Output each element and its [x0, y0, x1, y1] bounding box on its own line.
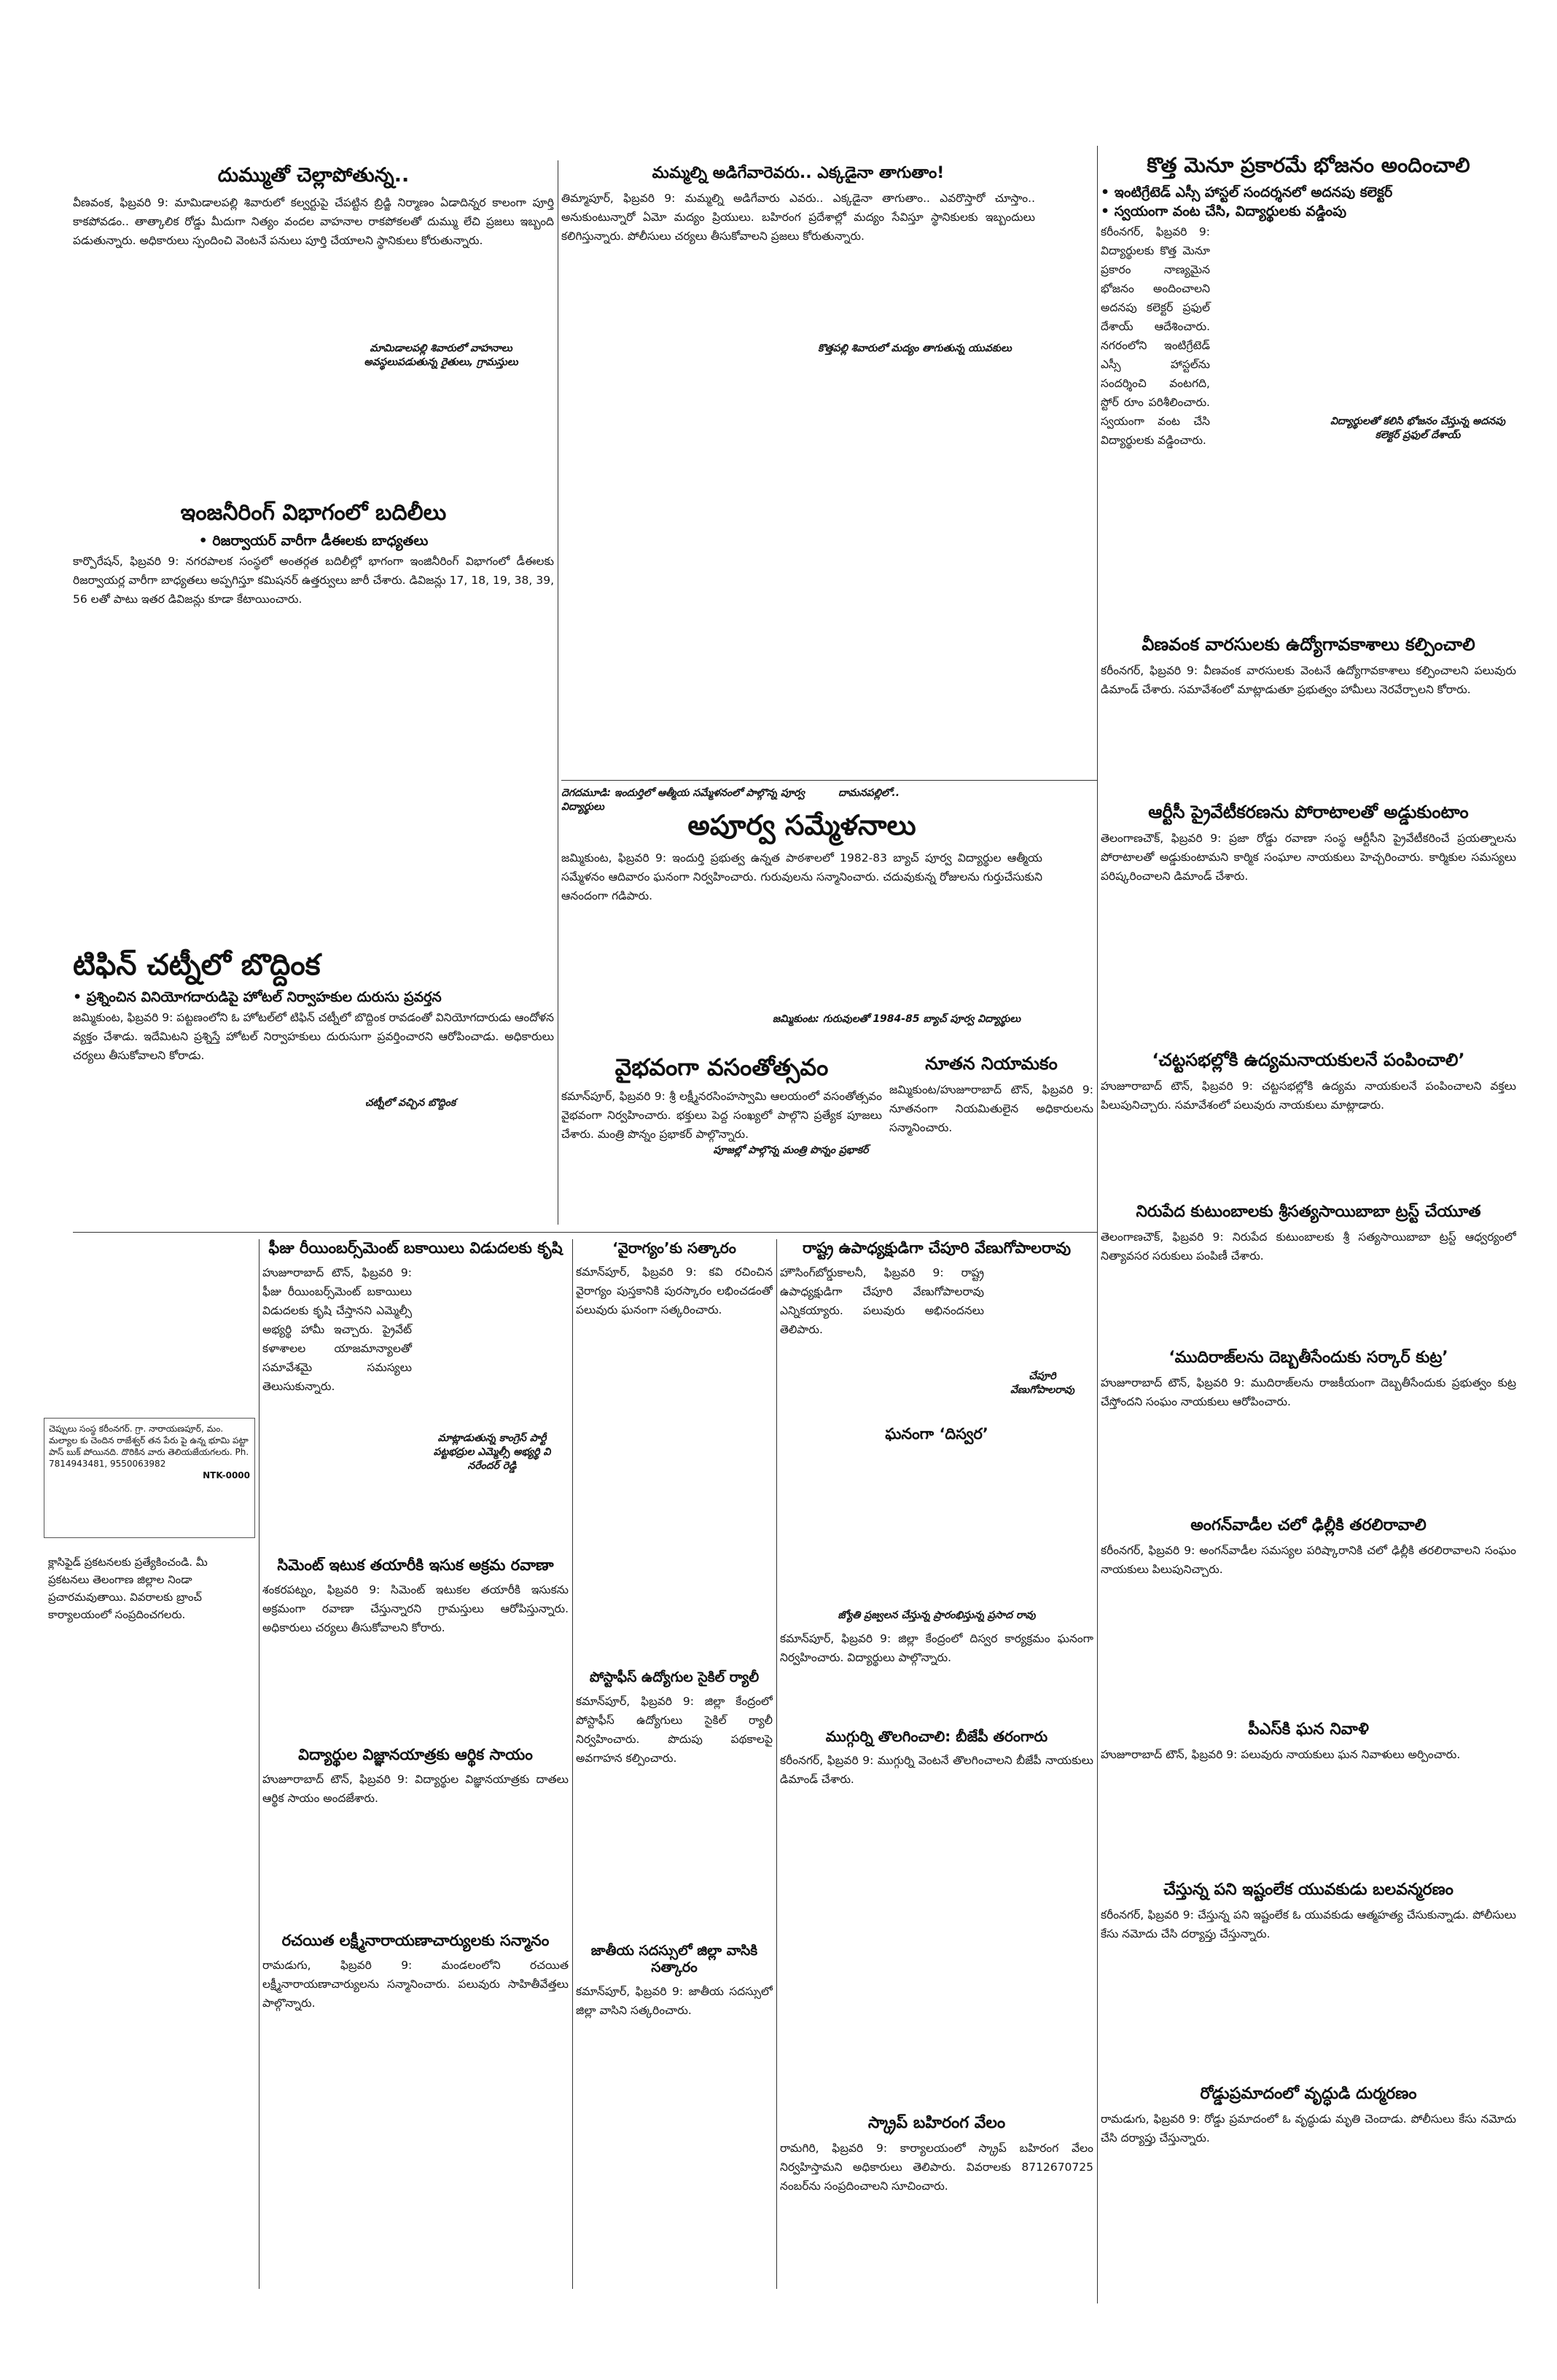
section-rule [73, 1232, 1097, 1233]
headline: ‘ముదిరాజ్‌లను దెబ్బతీసేందుకు సర్కార్ కుట్ర’ [1168, 1349, 1448, 1367]
article-sand-smuggling [262, 1556, 569, 1735]
article-bjp [780, 1728, 1093, 1917]
subheadline: • రిజర్వాయర్ వారీగా డీఈలకు బాధ్యతలు [198, 533, 429, 549]
headline: సిమెంట్ ఇటుక తయారీకి ఇసుక అక్రమ రవాణా [277, 1556, 554, 1574]
classified-ad [44, 1418, 255, 1538]
column-rule [572, 1239, 573, 2289]
article-vairagyam [576, 1239, 773, 1502]
article-cycle-rally [576, 1669, 773, 1932]
ad-text: చెప్పులు సంస్థ కరీంనగర్. గ్రా. నారాయణపూర్, మం. మల్యాల కు చెందిన రాజేశ్వర్ తన పేరు పై ఉన్న భూమి పట్టా పాస్ బుక్ పోయినది. దొరికిన వారు తెలియజేయగలరు. Ph. 7814943481, 9550063982 [49, 1424, 249, 1469]
headline: ఆర్టీసీ ప్రైవేటీకరణను పోరాటాలతో అడ్డుకుంటాం [1148, 802, 1469, 822]
headline: పీఎస్‌కి ఘన నివాళి [1248, 1720, 1369, 1739]
article-body: తెలంగాణచౌక్, ఫిబ్రవరి 9: ప్రజా రోడ్డు రవాణా సంస్థ ఆర్టీసీని ప్రైవేటీకరించే ప్రయత్నాలను పోరాటాలతో అడ్డుకుంటామని కార్మిక సంఘాల నాయకులు హెచ్చరించారు. కార్మికుల సమస్యలు పరిష్కరించాలని డిమాండ్ చేశారు. [1101, 831, 1516, 883]
headline: ఇంజనీరింగ్ విభాగంలో బదిలీలు [180, 500, 447, 526]
article-sathyasai-trust [1101, 1203, 1516, 1341]
headline: ముగ్గుర్ని తొలగించాలి: బీజేపీ తరంగారు [825, 1728, 1048, 1745]
headline: వైభవంగా వసంతోత్సవం [614, 1053, 829, 1081]
classified-notice: క్లాసిఫైడ్ ప్రకటనలకు ప్రత్యేకించండి. మీ ప్రకటనలు తెలంగాణ జిల్లాల నిండా ప్రచారమవుతాయి. వివరాలకు బ్రాంచ్ కార్యాలయంలో సంప్రదించగలరు. [48, 1556, 208, 1621]
headline: నూతన నియామకం [925, 1053, 1058, 1074]
article-engineering-transfers [73, 500, 554, 937]
subheadline: • స్వయంగా వంట చేసి, విద్యార్థులకు వడ్డింపు [1101, 203, 1347, 220]
article-body: కమాన్‌పూర్, ఫిబ్రవరి 9: జిల్లా కేంద్రంలో దిస్వర కార్యక్రమం ఘనంగా నిర్వహించారు. విద్యార్థులు పాల్గొన్నారు. [780, 1632, 1093, 1664]
article-rtc [1101, 802, 1516, 1042]
article-youth-suicide [1101, 1881, 1516, 2070]
article-disvara [780, 1425, 1093, 1607]
article-body: కరీంనగర్, ఫిబ్రవరి 9: చేస్తున్న పని ఇష్టంలేక ఓ యువకుడు ఆత్మహత్య చేసుకున్నాడు. పోలీసులు కేసు నమోదు చేసి దర్యాప్తు చేస్తున్నారు. [1101, 1908, 1516, 1941]
article-legislature [1101, 1050, 1516, 1195]
article-new-appointment [889, 1053, 1093, 1228]
photo-caption: మామిడాలపల్లి శివారులో వాహనాలు అవస్థలుపడుతున్న రైతులు, గ్రామస్తులు [364, 343, 518, 368]
article-cockroach [73, 948, 554, 1210]
article-body: కమాన్‌పూర్, ఫిబ్రవరి 9: శ్రీ లక్ష్మీనరసింహస్వామి ఆలయంలో వసంతోత్సవం వైభవంగా నిర్వహించారు. భక్తులు పెద్ద సంఖ్యలో పాల్గొని ప్రత్యేక పూజలు చేశారు. మంత్రి పొన్నం ప్రభాకర్ పాల్గొన్నారు. [561, 1090, 882, 1142]
photo-caption: చట్నీలో వచ్చిన బొద్దింక [364, 1097, 456, 1109]
article-scrap-auction [780, 2114, 1093, 2285]
photo-caption: విద్యార్థులతో కలిసి భోజనం చేస్తున్న అదనపు కలెక్టర్ ప్రఫుల్ దేశాయ్ [1330, 415, 1506, 441]
article-fee-reimbursement [262, 1239, 569, 1545]
article-body: జమ్మికుంట, ఫిబ్రవరి 9: ఇందుర్తి ప్రభుత్వ ఉన్నత పాఠశాలలో 1982-83 బ్యాచ్ పూర్వ విద్యార్థుల ఆత్మీయ సమ్మేళనం ఆదివారం ఘనంగా నిర్వహించారు. గురువులను సన్మానించారు. చదువుకున్న రోజులను గుర్తుచేసుకుని ఆనందంగా గడిపారు. [561, 851, 1042, 902]
photo-caption: చేపూరి వేణుగోపాలరావు [1010, 1370, 1074, 1396]
subheadline-text: రిజర్వాయర్ వారీగా డీఈలకు బాధ్యతలు [212, 533, 429, 549]
article-vasantotsavam [561, 1053, 882, 1228]
column-rule [259, 1239, 260, 2289]
article-drinking [561, 164, 1035, 448]
headline: అపూర్వ సమ్మేళనాలు [687, 809, 916, 841]
headline: ‘చట్టసభల్లోకి ఉద్యమనాయకులనే పంపించాలి’ [1152, 1050, 1465, 1070]
article-body: కార్పొరేషన్, ఫిబ్రవరి 9: నగరపాలక సంస్థలో అంతర్గత బదిలీల్లో భాగంగా ఇంజినీరింగ్ విభాగంలో డీఈలకు రిజర్వాయర్ల వారీగా బాధ్యతలు అప్పగిస్తూ కమిషనర్ ఉత్తర్వులు జారీ చేశారు. డివిజన్లు 17, 18, 19, 38, 39, 56 లతో పాటు ఇతర డివిజన్లు కూడా కేటాయించారు. [73, 554, 554, 606]
headline: జాతీయ సదస్సులో జిల్లా వాసికి సత్కారం [590, 1943, 758, 1975]
article-alumni-meets [561, 809, 1042, 1035]
headline: రాష్ట్ర ఉపాధ్యక్షుడిగా చేపూరి వేణుగోపాలరావు [802, 1239, 1072, 1257]
article-writer-felicitation [262, 1932, 569, 2282]
article-body: హౌసింగ్‌బోర్డుకాలనీ, ఫిబ్రవరి 9: రాష్ట్ర ఉపాధ్యక్షుడిగా చేపూరి వేణుగోపాలరావు ఎన్నికయ్యారు. పలువురు అభినందనలు తెలిపారు. [780, 1266, 984, 1337]
article-body: హుజూరాబాద్ టౌన్, ఫిబ్రవరి 9: పలువురు నాయకులు ఘన నివాళులు అర్పించారు. [1101, 1748, 1461, 1762]
article-body: కమాన్‌పూర్, ఫిబ్రవరి 9: కవి రచించిన వైరాగ్యం పుస్తకానికి పురస్కారం లభించడంతో పలువురు ఘనంగా సత్కరించారు. [576, 1265, 773, 1316]
article-tribute [1101, 1720, 1516, 1866]
article-body: హుజూరాబాద్ టౌన్, ఫిబ్రవరి 9: ముదిరాజ్‌లను రాజకీయంగా దెబ్బతీసేందుకు ప్రభుత్వం కుట్ర చేస్తోందని సంఘం నాయకులు ఆరోపించారు. [1101, 1376, 1516, 1409]
subheadline-text: ఇంటిగ్రేటెడ్ ఎస్సీ హాస్టల్ సందర్శనలో అదనపు కలెక్టర్ [1114, 184, 1393, 200]
article-body: హుజూరాబాద్ టౌన్, ఫిబ్రవరి 9: ఫీజు రీయింబర్స్‌మెంట్ బకాయిలు విడుదలకు కృషి చేస్తానని ఎమ్మెల్సీ అభ్యర్థి హామీ ఇచ్చారు. ప్రైవేట్ కళాశాలల యాజమాన్యాలతో సమావేశమై సమస్యలు తెలుసుకున్నారు. [262, 1266, 412, 1394]
article-body: రామగిరి, ఫిబ్రవరి 9: కార్యాలయంలో స్క్రాప్ బహిరంగ వేలం నిర్వహిస్తామని అధికారులు తెలిపారు. వివరాలకు 8712670725 నంబర్‌ను సంప్రదించాలని సూచించారు. [780, 2142, 1093, 2193]
article-body: జమ్మికుంట/హుజూరాబాద్ టౌన్, ఫిబ్రవరి 9: నూతనంగా నియమితులైన అధికారులను సన్మానించారు. [889, 1082, 1093, 1134]
photo-caption: మాట్లాడుతున్న కాంగ్రెస్ పార్టీ పట్టభద్రుల ఎమ్మెల్సీ అభ్యర్థి వి నరేందర్ రెడ్డి [433, 1432, 551, 1472]
headline: పోస్టాఫీస్ ఉద్యోగుల సైకిల్ ర్యాలీ [589, 1669, 760, 1685]
headline: ఘనంగా ‘దిస్వర’ [885, 1425, 988, 1443]
article-anganwadi [1101, 1516, 1516, 1691]
article-national-seminar [576, 1943, 773, 2285]
headline: వీణవంక వారసులకు ఉద్యోగావకాశాలు కల్పించాలి [1142, 634, 1475, 655]
article-veenavanka [1101, 634, 1516, 795]
headline: టిఫిన్ చట్నీలో బొద్దింక [73, 948, 321, 982]
subheadline: • ఇంటిగ్రేటెడ్ ఎస్సీ హాస్టల్ సందర్శనలో అదనపు కలెక్టర్ [1101, 184, 1393, 200]
photo-caption: దామనపల్లిలో.. [838, 787, 900, 799]
article-body: వీణవంక, ఫిబ్రవరి 9: మామిడాలపల్లి శివారులో కల్వర్టుపై చేపట్టిన బ్రిడ్జి నిర్మాణం ఏడాదిన్నర కాలంగా పూర్తి కాకపోవడం.. తాత్కాలిక రోడ్డు మీదుగా నిత్యం వందల వాహనాల రాకపోకలతో దుమ్ము లేచి ప్రజలు ఇబ్బంది పడుతున్నారు. అధికారులు స్పందించి వెంటనే పనులు పూర్తి చేయాలని స్థానికులు కోరుతున్నారు. [73, 196, 554, 248]
headline: ఫీజు రీయింబర్స్‌మెంట్ బకాయిలు విడుదలకు కృషి [268, 1239, 563, 1257]
article-body: రామడుగు, ఫిబ్రవరి 9: రోడ్డు ప్రమాదంలో ఓ వృద్ధుడు మృతి చెందాడు. పోలీసులు కేసు నమోదు చేసి దర్యాప్తు చేస్తున్నారు. [1101, 2112, 1516, 2145]
photo-caption: దెగదమూడి: ఇందుర్తిలో ఆత్మీయ సమ్మేళనంలో పాల్గొన్న పూర్వ విద్యార్థులు [561, 787, 805, 813]
article-dust [73, 164, 554, 492]
subheadline-text: స్వయంగా వంట చేసి, విద్యార్థులకు వడ్డింపు [1114, 203, 1347, 220]
headline: రచయిత లక్ష్మీనారాయణాచార్యులకు సన్మానం [281, 1932, 550, 1949]
article-body: కమాన్‌పూర్, ఫిబ్రవరి 9: జిల్లా కేంద్రంలో పోస్టాఫీస్ ఉద్యోగులు సైకిల్ ర్యాలీ నిర్వహించారు. పొదుపు పథకాలపై అవగాహన కల్పించారు. [576, 1694, 773, 1765]
article-body: కరీంనగర్, ఫిబ్రవరి 9: వీణవంక వారసులకు వెంటనే ఉద్యోగావకాశాలు కల్పించాలని పలువురు డిమాండ్ చేశారు. సమావేశంలో మాట్లాడుతూ ప్రభుత్వం హామీలు నెరవేర్చాలని కోరారు. [1101, 663, 1516, 696]
subheadline: • ప్రశ్నించిన వినియోగదారుడిపై హోటల్ నిర్వాహకుల దురుసు ప్రవర్తన [73, 989, 442, 1005]
section-rule [561, 780, 1097, 781]
headline: చేస్తున్న పని ఇష్టంలేక యువకుడు బలవన్మరణం [1163, 1881, 1453, 1899]
article-body: రామడుగు, ఫిబ్రవరి 9: మండలంలోని రచయిత లక్ష్మీనారాయణాచార్యులను సన్మానించారు. పలువురు సాహితీవేత్తలు పాల్గొన్నారు. [262, 1959, 569, 2010]
headline: విద్యార్థుల విజ్ఞానయాత్రకు ఆర్థిక సాయం [298, 1746, 533, 1763]
article-body: తిమ్మాపూర్, ఫిబ్రవరి 9: మమ్మల్ని అడిగేవారు ఎవరు.. ఎక్కడైనా తాగుతాం.. ఎవరొస్తారో చూస్తాం.. అనుకుంటున్నారో ఏమో మద్యం ప్రియులు. బహిరంగ ప్రదేశాల్లో మద్యం సేవిస్తూ స్థానికులకు ఇబ్బందులు కలిగిస్తున్నారు. పోలీసులు చర్యలు తీసుకోవాలని ప్రజలు కోరుతున్నారు. [561, 192, 1035, 243]
headline: కొత్త మెనూ ప్రకారమే భోజనం అందించాలి [1147, 153, 1470, 177]
headline: స్క్రాప్ బహిరంగ వేలం [867, 2114, 1006, 2132]
article-study-tour [262, 1746, 569, 1921]
subheadline-text: ప్రశ్నించిన వినియోగదారుడిపై హోటల్ నిర్వాహకుల దురుసు ప్రవర్తన [86, 989, 442, 1005]
headline: రోడ్డుప్రమాదంలో వృద్ధుడి దుర్మరణం [1200, 2085, 1417, 2103]
article-body: హుజూరాబాద్ టౌన్, ఫిబ్రవరి 9: విద్యార్థుల విజ్ఞానయాత్రకు దాతలు ఆర్థిక సాయం అందజేశారు. [262, 1773, 569, 1806]
headline: అంగన్‌వాడీల చలో ఢిల్లీకి తరలిరావాలి [1190, 1516, 1427, 1534]
article-body: జమ్మికుంట, ఫిబ్రవరి 9: పట్టణంలోని ఓ హోటల్‌లో టిఫిన్ చట్నీలో బొద్దింక రావడంతో వినియోగదారుడు ఆందోళన వ్యక్తం చేశాడు. ఇదేమిటని ప్రశ్నిస్తే హోటల్ నిర్వాహకులు దురుసుగా ప్రవర్తించారని ఆరోపించాడు. అధికారులు చర్యలు తీసుకోవాలని కోరాడు. [73, 1010, 554, 1062]
headline: దుమ్ముతో చెల్లాపోతున్న.. [217, 164, 410, 187]
article-body: కరీంనగర్, ఫిబ్రవరి 9: ముగ్గుర్ని వెంటనే తొలగించాలని బీజేపీ నాయకులు డిమాండ్ చేశారు. [780, 1754, 1093, 1786]
article-body: కరీంనగర్, ఫిబ్రవరి 9: విద్యార్థులకు కొత్త మెనూ ప్రకారం నాణ్యమైన భోజనం అందించాలని అదనపు కలెక్టర్ ప్రఫుల్ దేశాయ్ ఆదేశించారు. నగరంలోని ఇంటిగ్రేటెడ్ ఎస్సీ హాస్టల్‌ను సందర్శించి వంటగది, స్టోర్ రూం పరిశీలించారు. స్వయంగా వంట చేసి విద్యార్థులకు వడ్డించారు. [1101, 225, 1210, 447]
photo-caption: జమ్మికుంట: గురువులతో 1984-85 బ్యాచ్ పూర్వ విద్యార్థులు [772, 1013, 1021, 1025]
headline: ‘వైరాగ్యం’కు సత్కారం [612, 1239, 736, 1257]
article-body: తెలంగాణచౌక్, ఫిబ్రవరి 9: నిరుపేద కుటుంబాలకు శ్రీ సత్యసాయిబాబా ట్రస్ట్ ఆధ్వర్యంలో నిత్యావసర సరుకులు పంపిణీ చేశారు. [1101, 1230, 1516, 1263]
article-road-accident [1101, 2085, 1516, 2296]
article-body: కరీంనగర్, ఫిబ్రవరి 9: అంగన్‌వాడీల సమస్యల పరిష్కారానికి చలో ఢిల్లీకి తరలిరావాలని సంఘం నాయకులు పిలుపునిచ్చారు. [1101, 1544, 1516, 1577]
photo-caption: పూజల్లో పాల్గొన్న మంత్రి పొన్నం ప్రభాకర్ [713, 1144, 869, 1156]
article-mudiraj [1101, 1349, 1516, 1487]
article-disvara-body [780, 1629, 1093, 1717]
photo-caption: కొత్తపల్లి శివారులో మద్యం తాగుతున్న యువకులు [818, 343, 1012, 354]
ad-code: NTK-0000 [203, 1470, 250, 1480]
article-body: హుజూరాబాద్ టౌన్, ఫిబ్రవరి 9: చట్టసభల్లోకి ఉద్యమ నాయకులనే పంపించాలని వక్తలు పిలుపునిచ్చారు. సమావేశంలో పలువురు నాయకులు మాట్లాడారు. [1101, 1079, 1516, 1112]
article-body: కమాన్‌పూర్, ఫిబ్రవరి 9: జాతీయ సదస్సులో జిల్లా వాసిని సత్కరించారు. [576, 1984, 773, 2017]
article-body: శంకరపట్నం, ఫిబ్రవరి 9: సిమెంట్ ఇటుకల తయారీకి ఇసుకను అక్రమంగా రవాణా చేస్తున్నారని గ్రామస్తులు ఆరోపిస్తున్నారు. అధికారులు చర్యలు తీసుకోవాలని కోరారు. [262, 1583, 569, 1635]
column-rule [1097, 146, 1098, 2303]
photo-caption: జ్యోతి ప్రజ్వలన చేస్తున్న ప్రారంభిస్తున్న ప్రసాద రావు [838, 1610, 1036, 1621]
headline: మమ్మల్ని అడిగేవారెవరు.. ఎక్కడైనా తాగుతాం! [652, 164, 945, 182]
column-rule [776, 1239, 777, 2289]
headline: నిరుపేద కుటుంబాలకు శ్రీసత్యసాయిబాబా ట్రస్ట్ చేయూత [1136, 1203, 1481, 1221]
